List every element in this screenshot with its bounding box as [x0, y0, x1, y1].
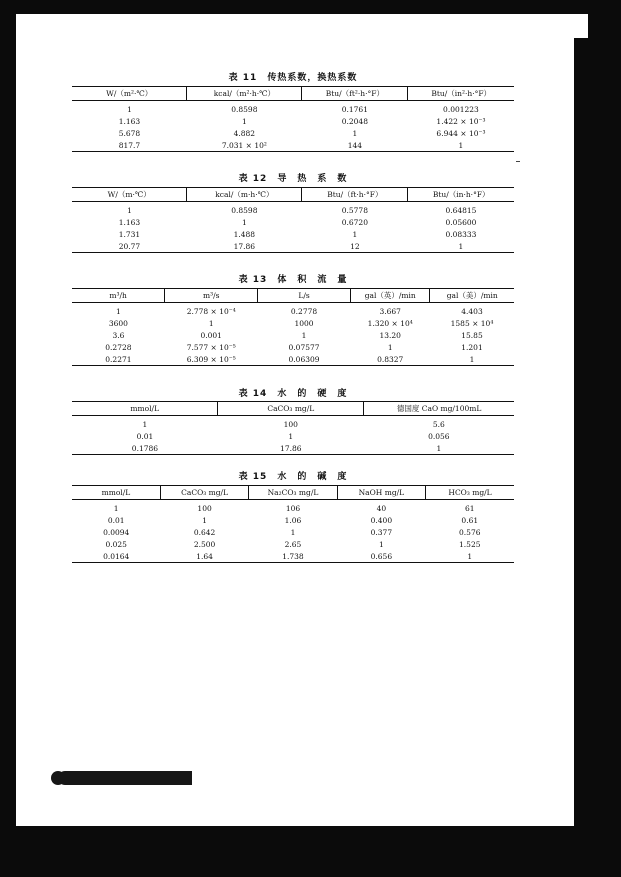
table-cell: 1.163	[118, 217, 141, 227]
table-cell: 0.1786	[131, 443, 159, 453]
table-cell: 40	[376, 503, 387, 513]
page-footer-bar	[58, 771, 192, 785]
table-row	[72, 430, 514, 442]
table-13-title: 表 13 体 积 流 量	[238, 275, 348, 285]
table-cell: 0.2048	[341, 116, 368, 126]
table-cell: 1	[301, 330, 307, 340]
table-cell: 1	[458, 140, 464, 150]
column-header: mmol/L	[72, 486, 160, 500]
table-cell: 0.5778	[341, 205, 368, 215]
table-cell: 1	[467, 551, 473, 561]
table-row	[72, 202, 514, 217]
scan-shadow-right	[574, 38, 588, 826]
column-header: m³/h	[72, 289, 165, 303]
scan-border-top	[0, 0, 621, 14]
table-cell: 1	[241, 116, 247, 126]
table-cell: 1.731	[118, 229, 141, 239]
column-header: kcal/（m²·h·℃）	[187, 87, 302, 101]
column-header: CaCO₃ mg/L	[218, 402, 364, 416]
table-body	[72, 303, 514, 366]
table-cell: 2.500	[193, 539, 216, 549]
column-header: HCO₃ mg/L	[426, 486, 514, 500]
column-header: gal（英）/min	[350, 289, 430, 303]
table-cell: 3.6	[112, 330, 125, 340]
table-cell: 0.0094	[103, 527, 130, 537]
table-cell: 1.320 × 10⁴	[367, 318, 413, 328]
table-cell: 12	[350, 241, 360, 251]
table-row	[72, 353, 514, 366]
table-cell: 0.2728	[105, 342, 132, 352]
header-row	[72, 289, 514, 303]
table-cell: 1	[290, 527, 296, 537]
table-cell: 100	[283, 419, 298, 429]
table-cell: 100	[197, 503, 212, 513]
table-body	[72, 500, 514, 563]
column-header: kcal/（m·h·℃）	[187, 188, 302, 202]
table-cell: 1	[241, 217, 247, 227]
table-cell: 7.577 × 10⁻⁵	[186, 342, 236, 352]
column-header: W/（m·℃）	[72, 188, 187, 202]
header-row	[72, 402, 514, 416]
table-11-heat-transfer-coefficient	[72, 86, 514, 152]
table-cell: 17.86	[233, 241, 256, 251]
table-row	[72, 416, 514, 431]
column-header: 德国度 CaO mg/100mL	[364, 402, 514, 416]
column-header: Btu/（in·h·°F）	[408, 188, 514, 202]
table-row	[72, 550, 514, 563]
table-cell: 1	[288, 431, 294, 441]
column-header: Btu/（ft·h·°F）	[302, 188, 408, 202]
table-cell: 0.576	[459, 527, 481, 537]
table-row	[72, 538, 514, 550]
table-cell: 1	[469, 354, 475, 364]
table-cell: 1	[208, 318, 214, 328]
table-cell: 1	[116, 306, 121, 316]
scan-border-right	[588, 0, 621, 877]
scan-border-bottom	[0, 826, 621, 877]
table-row	[72, 139, 514, 152]
table-cell: 4.882	[233, 128, 256, 138]
table-cell: 5.678	[118, 128, 141, 138]
column-header: CaCO₃ mg/L	[160, 486, 248, 500]
column-header: Na₂CO₃ mg/L	[249, 486, 337, 500]
table-cell: 1000	[294, 318, 314, 328]
table-row	[72, 228, 514, 240]
scan-border-left	[0, 0, 16, 877]
table-cell: 2.778 × 10⁻⁴	[186, 306, 236, 316]
table-cell: 1	[387, 342, 393, 352]
table-cell: 0.2778	[290, 306, 318, 316]
table-cell: 0.0164	[103, 551, 130, 561]
header-row	[72, 87, 514, 101]
table-cell: 1	[436, 443, 442, 453]
table-cell: 0.2271	[105, 354, 132, 364]
table-cell: 0.6720	[341, 217, 368, 227]
table-cell: 0.056	[428, 431, 450, 441]
table-cell: 1	[113, 503, 119, 513]
table-cell: 1.06	[284, 515, 302, 525]
table-cell: 1	[378, 539, 384, 549]
table-cell: 0.8598	[231, 205, 258, 215]
table-row	[72, 216, 514, 228]
table-header	[72, 87, 514, 101]
table-cell: 817.7	[118, 140, 141, 150]
column-header: gal（美）/min	[430, 289, 514, 303]
table-header	[72, 188, 514, 202]
table-cell: 1.422 × 10⁻³	[436, 116, 486, 126]
table-cell: 1.738	[282, 551, 304, 561]
table-cell: 0.01	[136, 431, 154, 441]
table-cell: 0.1761	[341, 104, 368, 114]
table-cell: 0.8327	[377, 354, 404, 364]
table-11-title: 表 11 传热系数，换热系数	[228, 73, 358, 83]
table-body	[72, 101, 514, 152]
table-cell: 0.61	[461, 515, 479, 525]
table-cell: 1.201	[461, 342, 483, 352]
table-cell: 0.07577	[288, 342, 320, 352]
table-cell: 0.001223	[443, 104, 479, 114]
table-cell: 1	[127, 104, 132, 114]
table-cell: 3600	[108, 318, 128, 328]
table-14-title: 表 14 水 的 硬 度	[238, 389, 348, 399]
column-header: Btu/（in²·h·°F）	[408, 87, 514, 101]
table-cell: 1	[352, 229, 358, 239]
table-cell: 0.656	[370, 551, 393, 561]
table-cell: 4.403	[461, 306, 483, 316]
table-cell: 144	[347, 140, 363, 150]
table-cell: 15.85	[461, 330, 483, 340]
table-cell: 106	[285, 503, 301, 513]
column-header: m³/s	[165, 289, 258, 303]
column-header: Btu/（ft²·h·°F）	[302, 87, 408, 101]
table-cell: 0.377	[370, 527, 393, 537]
table-cell: 6.944 × 10⁻³	[436, 128, 486, 138]
table-cell: 0.001	[200, 330, 222, 340]
table-cell: 5.6	[432, 419, 445, 429]
table-cell: 1	[127, 205, 132, 215]
table-cell: 13.20	[379, 330, 401, 340]
column-header: L/s	[258, 289, 351, 303]
table-cell: 1.163	[118, 116, 141, 126]
header-row	[72, 486, 514, 500]
table-cell: 1585 × 10⁴	[450, 318, 494, 328]
table-cell: 1	[202, 515, 207, 525]
table-13-volume-flow	[72, 288, 514, 366]
table-cell: 0.642	[193, 527, 216, 537]
table-14-water-hardness	[72, 401, 514, 455]
table-cell: 0.05600	[445, 217, 477, 227]
column-header: NaOH mg/L	[337, 486, 425, 500]
table-cell: 1	[352, 128, 358, 138]
table-cell: 1.64	[196, 551, 213, 561]
table-cell: 3.667	[379, 306, 401, 316]
table-15-water-alkalinity	[72, 485, 514, 563]
table-cell: 0.8598	[231, 104, 258, 114]
table-row	[72, 341, 514, 353]
table-row	[72, 127, 514, 139]
table-cell: 1	[142, 419, 148, 429]
table-row	[72, 500, 514, 515]
table-cell: 7.031 × 10²	[221, 140, 267, 150]
table-15-title: 表 15 水 的 碱 度	[238, 472, 348, 482]
table-cell: 6.309 × 10⁻⁵	[186, 354, 236, 364]
table-cell: 1.488	[233, 229, 256, 239]
table-body	[72, 202, 514, 253]
table-header	[72, 289, 514, 303]
table-header	[72, 402, 514, 416]
table-cell: 61	[465, 503, 475, 513]
table-cell: 0.025	[105, 539, 127, 549]
table-cell: 17.86	[280, 443, 302, 453]
table-row	[72, 514, 514, 526]
table-row	[72, 101, 514, 116]
table-row	[72, 442, 514, 455]
table-cell: 1	[458, 241, 464, 251]
table-cell: 2.65	[284, 539, 302, 549]
table-12-title: 表 12 导 热 系 数	[238, 174, 348, 184]
table-row	[72, 329, 514, 341]
table-12-thermal-conductivity	[72, 187, 514, 253]
table-header	[72, 486, 514, 500]
table-cell: 0.64815	[445, 205, 477, 215]
table-row	[72, 240, 514, 253]
table-cell: 0.06309	[288, 354, 320, 364]
header-row	[72, 188, 514, 202]
table-row	[72, 317, 514, 329]
column-header: W/（m²·℃）	[72, 87, 187, 101]
column-header: mmol/L	[72, 402, 218, 416]
table-cell: 0.400	[370, 515, 393, 525]
table-row	[72, 303, 514, 318]
table-row	[72, 526, 514, 538]
table-cell: 20.77	[118, 241, 141, 251]
table-cell: 0.01	[107, 515, 125, 525]
table-cell: 1.525	[459, 539, 481, 549]
scan-speck	[516, 161, 520, 162]
table-row	[72, 115, 514, 127]
table-body	[72, 416, 514, 455]
table-cell: 0.08333	[445, 229, 477, 239]
